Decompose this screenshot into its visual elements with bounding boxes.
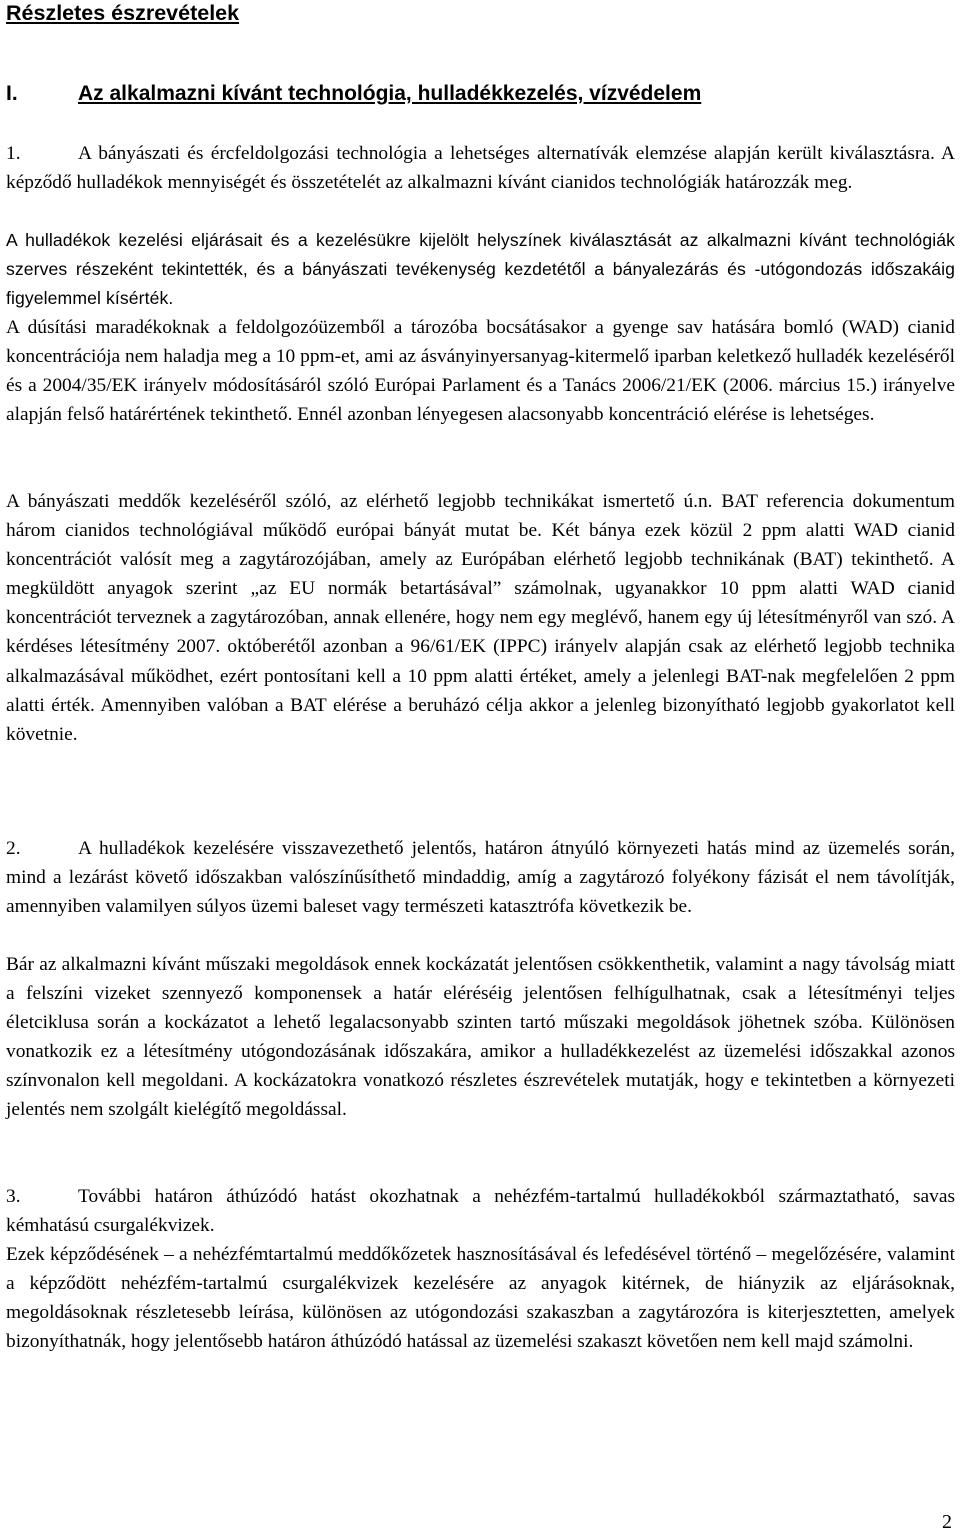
- paragraph-5-text: A hulladékok kezelésére visszavezethető jelentős, határon átnyúló környezeti hatás mind az üzemelés során, mind a lezárást követő időszakban valószínűsíthető mindaddig, amíg a zagytározó folyékony fázisát el nem távolítják, amennyiben valamilyen súlyos üzemi baleset vagy természeti katasztrófa következik be.: [6, 838, 955, 918]
- paragraph-7-text: További határon áthúzódó hatást okozhatnak a nehézfém-tartalmú hulladékokból származtatható, savas kémhatású csurgalékvizek.: [6, 1186, 955, 1237]
- page-number: 2: [942, 1511, 952, 1533]
- paragraph-1: [6, 139, 955, 197]
- paragraph-5: [6, 834, 955, 921]
- paragraph-3: A dúsítási maradékoknak a feldolgozóüzemből a tározóba bocsátásakor a gyenge sav hatására bomló (WAD) cianid koncentrációja nem haladja meg a 10 ppm-et, ami az ásványinyersanyag-kitermelő iparban keletkező hulladék kezeléséről és a 2004/35/EK irányelv módosításáról szóló Európai Parlament és a Tanács 2006/21/EK (2006. március 15.) irányelve alapján felső határértének tekinthető. Ennél azonban lényegesen alacsonyabb koncentráció elérése is lehetséges.: [6, 317, 955, 426]
- document-heading: Részletes észrevételek: [6, 1, 240, 25]
- paragraph-5-number: 2.: [6, 838, 21, 859]
- paragraph-2: A hulladékok kezelési eljárásait és a kezelésükre kijelölt helyszínek kiválasztását az alkalmazni kívánt technológiák szerves részeként tekintették, és a bányászati tevékenység kezdetétől a bányalezárás és -utógondozás időszakáig figyelemmel kísérték.: [6, 230, 955, 309]
- section-number: I.: [6, 82, 18, 105]
- section-title-text: Az alkalmazni kívánt technológia, hulladékkezelés, vízvédelem: [78, 82, 702, 105]
- paragraph-6: Bár az alkalmazni kívánt műszaki megoldások ennek kockázatát jelentősen csökkenthetik, valamint a nagy távolság miatt a felszíni vizeket szennyező komponensek a határ eléréséig jelentősen felhígulhatnak, csak a létesítményi teljes életciklusa során a kockázatot a lehető legalacsonyabb szinten tartó műszaki megoldások jöhetnek szóba. Különösen vonatkozik ez a létesítmény utógondozásának időszakára, amikor a hulladékkezelést az üzemelési időszakkal azonos színvonalon kell megoldani. A kockázatokra vonatkozó részletes észrevételek mutatják, hogy e tekintetben a környezeti jelentés nem szolgált kielégítő megoldással.: [6, 954, 955, 1121]
- paragraph-4: A bányászati meddők kezeléséről szóló, az elérhető legjobb technikákat ismertető ú.n. BAT referencia dokumentum három cianidos technológiával működő európai bányát mutat be. Két bánya ezek közül 2 ppm alatti WAD cianid koncentrációt valósít meg a zagytározójában, amely az Európában elérhető legjobb technikának (BAT) tekinthető. A megküldött anyagok szerint „az EU normák betartásával” számolnak, ugyanakkor 10 ppm alatti WAD cianid koncentrációt terveznek a zagytározóban, annak ellenére, hogy nem egy meglévő, hanem egy új létesítményről van szó. A kérdéses létesítmény 2007. októberétől azonban a 96/61/EK (IPPC) irányelv alapján csak az elérhető legjobb technika alkalmazásával működhet, ezért pontosítani kell a 10 ppm alatti értéket, amely a jelenlegi BAT-nak megfelelően 2 ppm alatti érték. Amennyiben valóban a BAT elérése a beruházó célja akkor a jelenleg bizonyítható legjobb gyakorlatot kell követnie.: [6, 491, 955, 745]
- section-title: [6, 81, 701, 107]
- paragraph-1-text: A bányászati és ércfeldolgozási technológia a lehetséges alternatívák elemzése alapján került kiválasztásra. A képződő hulladékok mennyiségét és összetételét az alkalmazni kívánt cianidos technológiák határozzák meg.: [6, 143, 955, 194]
- paragraph-1-number: 1.: [6, 143, 21, 164]
- paragraph-7-number: 3.: [6, 1186, 21, 1207]
- paragraph-7: [6, 1182, 955, 1240]
- paragraph-8: Ezek képződésének – a nehézfémtartalmú meddőkőzetek hasznosításával és lefedésével történő – megelőzésére, valamint a képződött nehézfém-tartalmú csurgalékvizek kezelésére az anyagok kitérnek, de hiányzik az eljárásoknak, megoldásoknak részletesebb leírása, különösen az utógondozási szakaszban a zagytározóra is kiterjesztetten, amelyek bizonyíthatnák, hogy jelentősebb határon áthúzódó hatással az üzemelési szakaszt követően nem kell majd számolni.: [6, 1244, 955, 1353]
